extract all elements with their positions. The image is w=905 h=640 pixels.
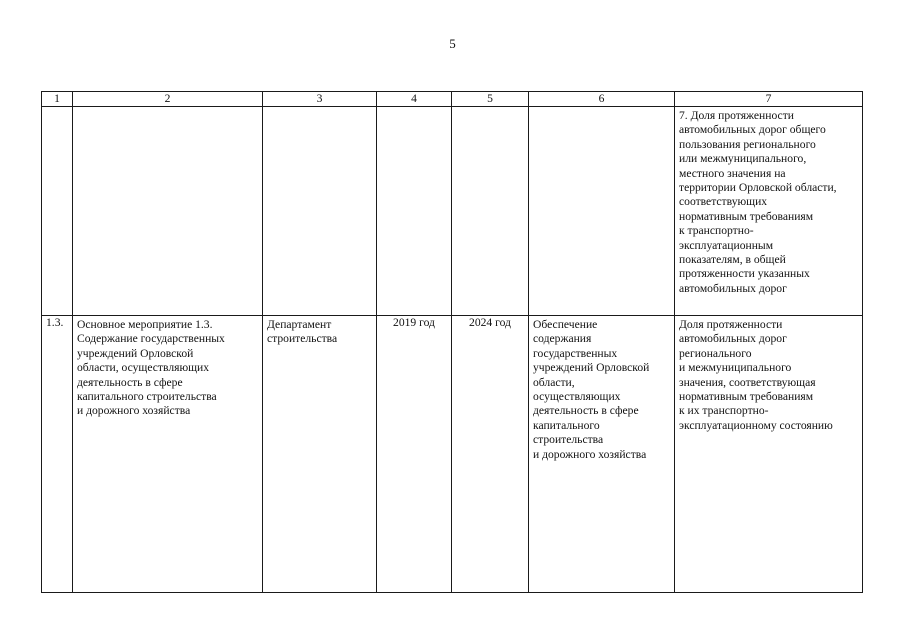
- executor-text: Департамент строительства: [267, 318, 338, 346]
- cell-indicator: [675, 107, 863, 316]
- table-header-row: [42, 92, 863, 107]
- cell-start-year: 2019 год: [377, 316, 452, 593]
- cell-executor: [263, 316, 377, 593]
- cell-result: [529, 316, 675, 593]
- cell-end-year: [452, 107, 529, 316]
- cell-executor: [263, 107, 377, 316]
- page-number: 5: [449, 36, 456, 51]
- table-row-continuation: [42, 107, 863, 316]
- header-cell-7: 7: [675, 92, 863, 107]
- header-cell-4: 4: [377, 92, 452, 107]
- activity-text: Основное мероприятие 1.3. Содержание государственных учреждений Орловской области, осуществляющих деятельность в сфере капитального строительства и дорожного хозяйства: [77, 318, 225, 418]
- table-row-1-3: [42, 316, 863, 593]
- cell-number: [42, 107, 73, 316]
- indicator-text: 7. Доля протяженности автомобильных дорог общего пользования регионального или межмуниципального, местного значения на территории Орловской области, соответствующих нормативным требованиям к транспортно- эксплуатационным показателям, в общей протяженности указанных автомобильных дорог: [679, 109, 837, 295]
- cell-end-year: 2024 год: [452, 316, 529, 593]
- cell-activity: [73, 316, 263, 593]
- cell-indicator: [675, 316, 863, 593]
- cell-number: 1.3.: [42, 316, 73, 593]
- header-cell-1: 1: [42, 92, 73, 107]
- indicator-text: Доля протяженности автомобильных дорог регионального и межмуниципального значения, соответствующая нормативным требованиям к их транспортно- эксплуатационному состоянию: [679, 318, 833, 432]
- header-cell-6: 6: [529, 92, 675, 107]
- header-cell-3: 3: [263, 92, 377, 107]
- result-text: Обеспечение содержания государственных учреждений Орловской области, осуществляющих деятельность в сфере капитального строительства и дорожного хозяйства: [533, 318, 650, 461]
- cell-activity: [73, 107, 263, 316]
- cell-result: [529, 107, 675, 316]
- header-cell-5: 5: [452, 92, 529, 107]
- cell-start-year: [377, 107, 452, 316]
- header-cell-2: 2: [73, 92, 263, 107]
- program-table: [41, 91, 863, 593]
